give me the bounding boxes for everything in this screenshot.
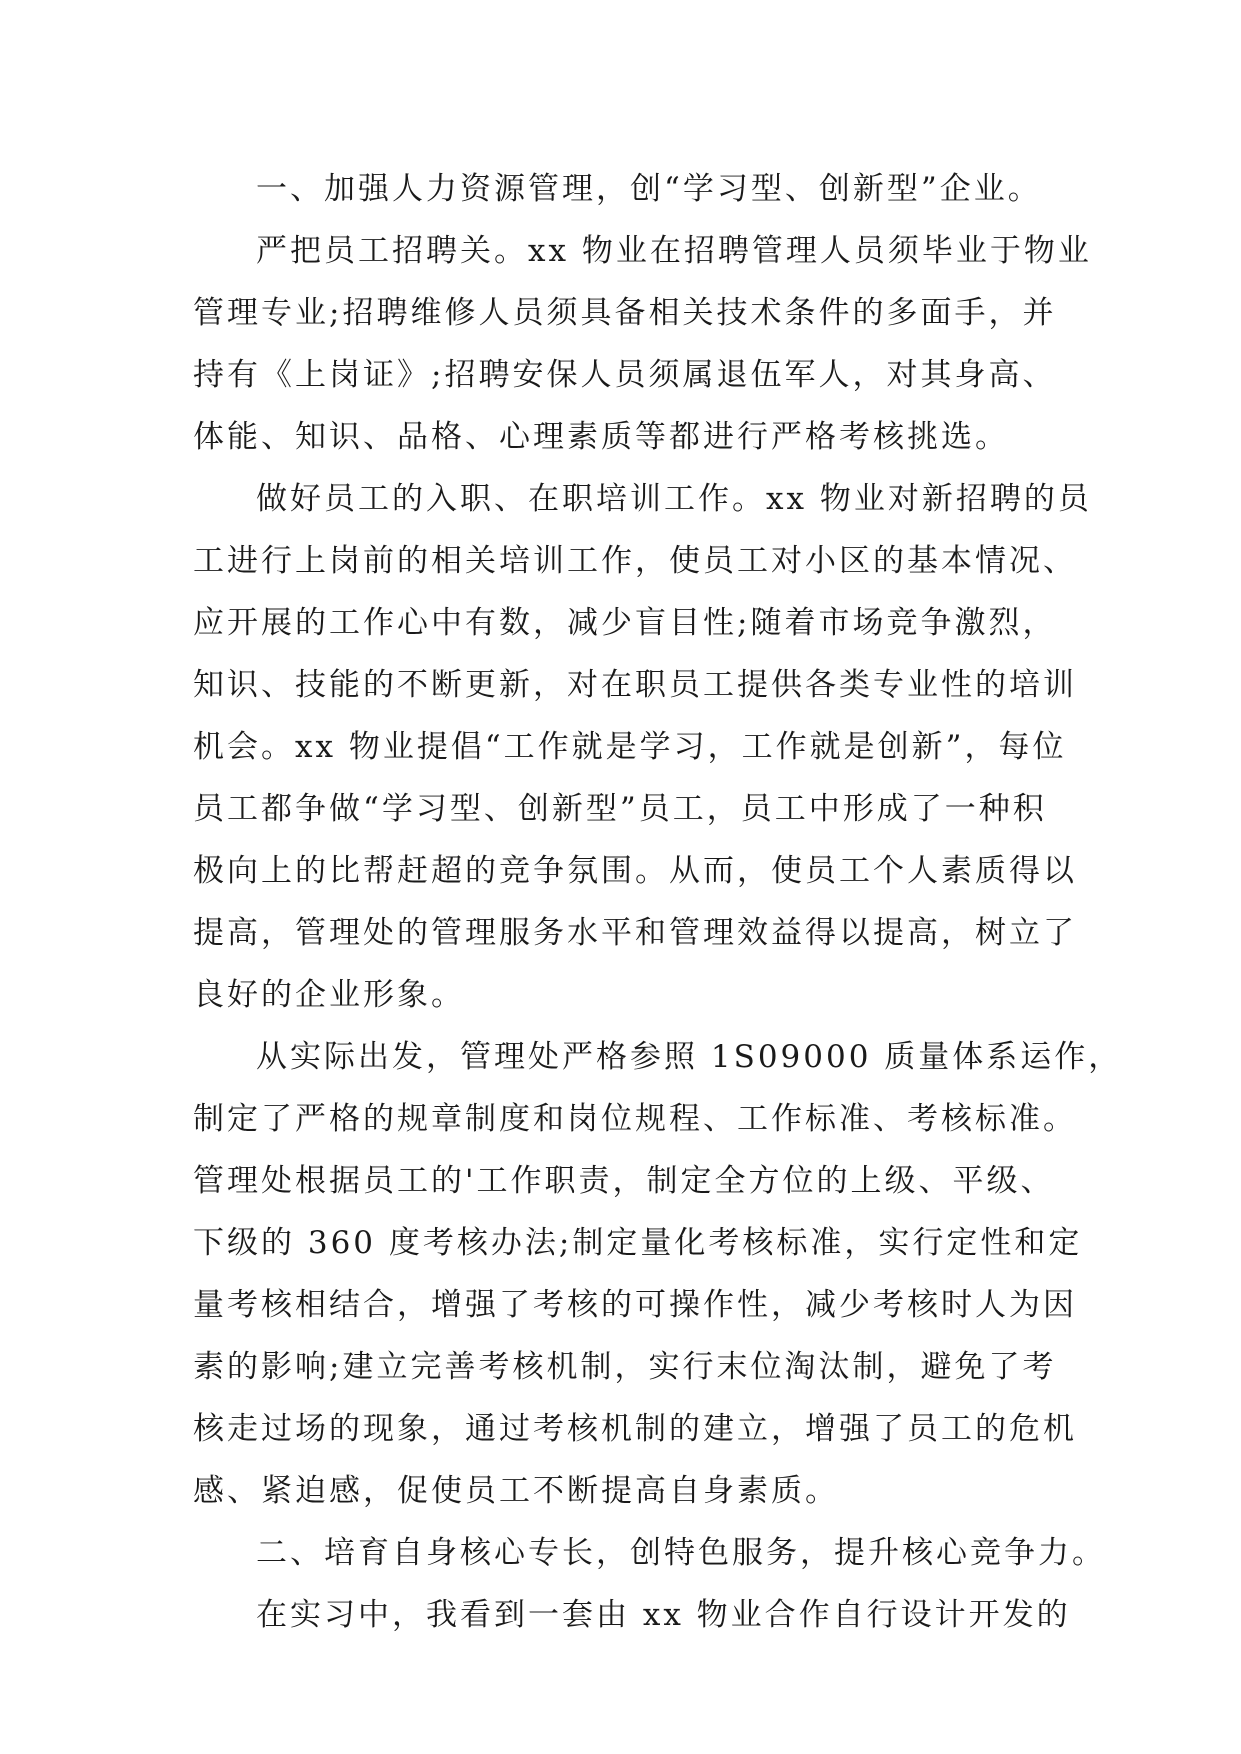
heading-line-2: 二、培育自身核心专长，创特色服务，提升核心竞争力。: [256, 1535, 1106, 1571]
paragraph-line: 做好员工的入职、在职培训工作。xx 物业对新招聘的员: [256, 481, 1092, 517]
paragraph-line: 持有《上岗证》;招聘安保人员须属退伍军人，对其身高、: [193, 357, 1057, 393]
heading-line-1: 一、加强人力资源管理，创“学习型、创新型”企业。: [256, 171, 1042, 207]
paragraph-line: 核走过场的现象，通过考核机制的建立，增强了员工的危机: [193, 1411, 1077, 1447]
paragraph-line: 知识、技能的不断更新，对在职员工提供各类专业性的培训: [193, 667, 1077, 703]
paragraph-line: 下级的 360 度考核办法;制定量化考核标准，实行定性和定: [193, 1225, 1083, 1261]
document-body: [193, 158, 1123, 1646]
paragraph-line: 严把员工招聘关。xx 物业在招聘管理人员须毕业于物业: [256, 233, 1092, 269]
paragraph-line: 极向上的比帮赶超的竞争氛围。从而，使员工个人素质得以: [193, 853, 1077, 889]
paragraph-line: 应开展的工作心中有数，减少盲目性;随着市场竞争激烈，: [193, 605, 1057, 641]
paragraph-line: 工进行上岗前的相关培训工作，使员工对小区的基本情况、: [193, 543, 1077, 579]
paragraph-line: 素的影响;建立完善考核机制，实行末位淘汰制，避免了考: [193, 1349, 1057, 1385]
paragraph-line: 制定了严格的规章制度和岗位规程、工作标准、考核标准。: [193, 1101, 1077, 1137]
paragraph-line: 管理处根据员工的'工作职责，制定全方位的上级、平级、: [193, 1163, 1055, 1199]
paragraph-line: 在实习中，我看到一套由 xx 物业合作自行设计开发的: [256, 1597, 1071, 1633]
paragraph-line: 感、紧迫感，促使员工不断提高自身素质。: [193, 1473, 839, 1509]
paragraph-line: 体能、知识、品格、心理素质等都进行严格考核挑选。: [193, 419, 1009, 455]
paragraph-line: 管理专业;招聘维修人员须具备相关技术条件的多面手，并: [193, 295, 1057, 331]
paragraph-line: 从实际出发，管理处严格参照 1S09000 质量体系运作，: [256, 1039, 1123, 1075]
paragraph-line: 提高，管理处的管理服务水平和管理效益得以提高，树立了: [193, 915, 1077, 951]
paragraph-line: 量考核相结合，增强了考核的可操作性，减少考核时人为因: [193, 1287, 1077, 1323]
paragraph-line: 员工都争做“学习型、创新型”员工，员工中形成了一种积: [193, 791, 1047, 827]
paragraph-line: 良好的企业形象。: [193, 977, 465, 1013]
paragraph-line: 机会。xx 物业提倡“工作就是学习，工作就是创新”，每位: [193, 729, 1067, 765]
